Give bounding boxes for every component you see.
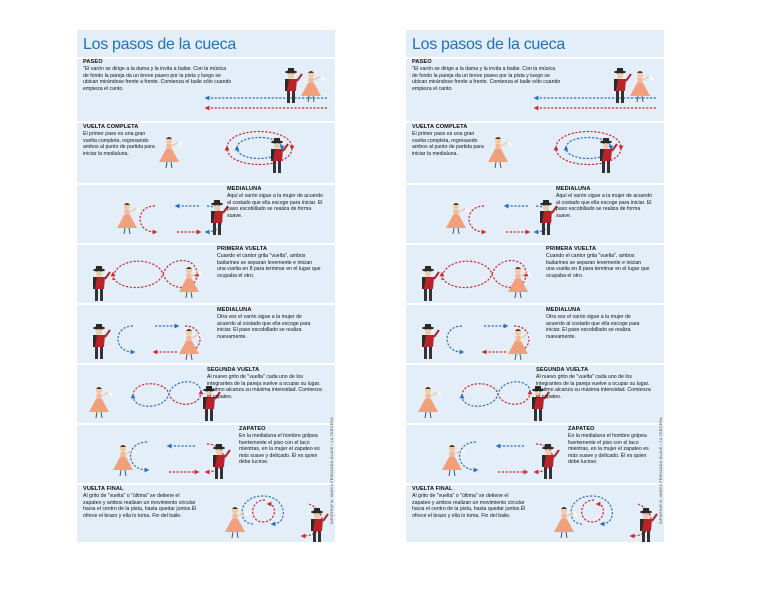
step-description: Cuando el cantor grita "vuelta", ambos bailarines se separan levemente e inician una vuelta en 8 para terminar en el lugar que ocupaba el otro. bbox=[217, 253, 321, 279]
step-section bbox=[77, 184, 335, 247]
male-dancer-figure bbox=[640, 508, 657, 542]
infographic-title: Los pasos de la cueca bbox=[83, 36, 236, 53]
step-title: MEDIALUNA bbox=[217, 307, 252, 313]
step-description: "El varón se dirige a la dama y la invita a bailar. Con la música de fondo la pareja da un breve paseo por la pista y luego se ubican mirándose frente a frente. Comienza el baile sólo cuando empieza el canto. bbox=[412, 66, 561, 92]
step-description: Aquí el varón sigue a la mujer de acuerdo al costado que ella escoge para iniciar. El paso escobillado se realiza de forma suave. bbox=[556, 193, 653, 219]
step-section bbox=[406, 424, 664, 487]
step-title: PASEO bbox=[83, 59, 103, 65]
male-dancer-figure bbox=[542, 444, 559, 479]
male-dancer-figure bbox=[422, 266, 439, 301]
step-section bbox=[77, 122, 335, 185]
step-title: SEGUNDA VUELTA bbox=[536, 367, 589, 373]
female-dancer-figure bbox=[89, 387, 112, 418]
step-section bbox=[406, 244, 664, 307]
step-description: Al nuevo grito de "vuelta" cada uno de los integrantes de la pareja vuelve a ocupar su lugar. El ritmo alcanza su máxima intensidad. Comienza el zapateo. bbox=[207, 374, 322, 400]
male-dancer-figure bbox=[93, 266, 110, 301]
step-description: El primer paso es una gran vuelta completa, regresando ambos al punto de partida para iniciar la medialuna. bbox=[412, 131, 484, 157]
step-title: VUELTA FINAL bbox=[83, 486, 124, 492]
step-section bbox=[77, 364, 335, 427]
step-title: PASEO bbox=[412, 59, 432, 65]
step-description: Otra vez el varón sigue a la mujer de acuerdo al costado que ella escoge para iniciar. El paso escobillado se realiza nuevamente. bbox=[546, 314, 640, 340]
step-title: ZAPATEO bbox=[239, 426, 266, 432]
female-dancer-figure bbox=[179, 267, 202, 298]
step-description: "El varón se dirige a la dama y la invita a bailar. Con la música de fondo la pareja da un breve paseo por la pista y luego se ubican mirándose frente a frente. Comienza el baile sólo cuando empieza el canto. bbox=[83, 66, 232, 92]
credit-text: INFOGRAFÍA: MARÍA FERNANDA OLAVE / LA TERCERA bbox=[659, 416, 663, 524]
infographic-panel-right bbox=[406, 30, 664, 542]
male-dancer-figure bbox=[211, 200, 228, 235]
step-section bbox=[77, 244, 335, 307]
step-section bbox=[406, 364, 664, 427]
female-dancer-figure bbox=[446, 203, 469, 234]
step-description: En la medialuna el hombre golpea fuertemente el piso con el taco mientras, en la mujer el zapateo es más suave y delicado. Él es quien debe lucirse. bbox=[568, 433, 649, 466]
male-dancer-figure bbox=[311, 508, 328, 542]
female-dancer-figure bbox=[554, 507, 577, 538]
step-title: MEDIALUNA bbox=[227, 186, 262, 192]
step-title: MEDIALUNA bbox=[556, 186, 591, 192]
step-section bbox=[406, 58, 664, 121]
step-section bbox=[77, 484, 335, 542]
step-description: En la medialuna el hombre golpea fuertemente el piso con el taco mientras, en la mujer el zapateo es más suave y delicado. Él es quien debe lucirse. bbox=[239, 433, 320, 466]
step-description: Al nuevo grito de "vuelta" cada uno de los integrantes de la pareja vuelve a ocupar su lugar. El ritmo alcanza su máxima intensidad. Comienza el zapateo. bbox=[536, 374, 651, 400]
step-section bbox=[406, 122, 664, 185]
female-dancer-figure bbox=[630, 71, 653, 102]
female-dancer-figure bbox=[442, 445, 465, 476]
female-dancer-figure bbox=[113, 445, 136, 476]
male-dancer-figure bbox=[213, 444, 230, 479]
step-description: Al grito de "vuelta" o "última" se detiene el zapateo y ambos realizan un movimiento circular hacia el centro de la pista, hasta quedar juntos.Él ofrece el brazo y ella lo toma. Fin del baile. bbox=[83, 493, 197, 519]
step-section bbox=[406, 484, 664, 542]
step-section bbox=[406, 184, 664, 247]
female-dancer-figure bbox=[159, 137, 182, 168]
step-section bbox=[77, 58, 335, 121]
infographic-title: Los pasos de la cueca bbox=[412, 36, 565, 53]
female-dancer-figure bbox=[301, 71, 324, 102]
step-section bbox=[77, 424, 335, 487]
step-title: SEGUNDA VUELTA bbox=[207, 367, 260, 373]
female-dancer-figure bbox=[225, 507, 248, 538]
step-description: El primer paso es una gran vuelta completa, regresando ambos al punto de partida para iniciar la medialuna. bbox=[83, 131, 155, 157]
step-title: MEDIALUNA bbox=[546, 307, 581, 313]
male-dancer-figure bbox=[271, 138, 288, 173]
step-description: Al grito de "vuelta" o "última" se detiene el zapateo y ambos realizan un movimiento circular hacia el centro de la pista, hasta quedar juntos.Él ofrece el brazo y ella lo toma. Fin del baile. bbox=[412, 493, 526, 519]
female-dancer-figure bbox=[508, 267, 531, 298]
step-title: VUELTA FINAL bbox=[412, 486, 453, 492]
male-dancer-figure bbox=[93, 324, 110, 359]
female-dancer-figure bbox=[117, 203, 140, 234]
male-dancer-figure bbox=[540, 200, 557, 235]
step-section bbox=[406, 304, 664, 367]
step-title: VUELTA COMPLETA bbox=[83, 124, 139, 130]
male-dancer-figure bbox=[422, 324, 439, 359]
step-section bbox=[77, 304, 335, 367]
female-dancer-figure bbox=[488, 137, 511, 168]
infographic-panel-left bbox=[77, 30, 335, 542]
female-dancer-figure bbox=[418, 387, 441, 418]
step-description: Otra vez el varón sigue a la mujer de acuerdo al costado que ella escoge para iniciar. El paso escobillado se realiza nuevamente. bbox=[217, 314, 311, 340]
step-description: Cuando el cantor grita "vuelta", ambos bailarines se separan levemente e inician una vuelta en 8 para terminar en el lugar que ocupaba el otro. bbox=[546, 253, 650, 279]
credit-text: INFOGRAFÍA: MARÍA FERNANDA OLAVE / LA TERCERA bbox=[330, 416, 334, 524]
male-dancer-figure bbox=[600, 138, 617, 173]
step-description: Aquí el varón sigue a la mujer de acuerdo al costado que ella escoge para iniciar. El paso escobillado se realiza de forma suave. bbox=[227, 193, 324, 219]
step-title: ZAPATEO bbox=[568, 426, 595, 432]
step-title: PRIMERA VUELTA bbox=[546, 246, 597, 252]
step-title: PRIMERA VUELTA bbox=[217, 246, 268, 252]
step-title: VUELTA COMPLETA bbox=[412, 124, 468, 130]
